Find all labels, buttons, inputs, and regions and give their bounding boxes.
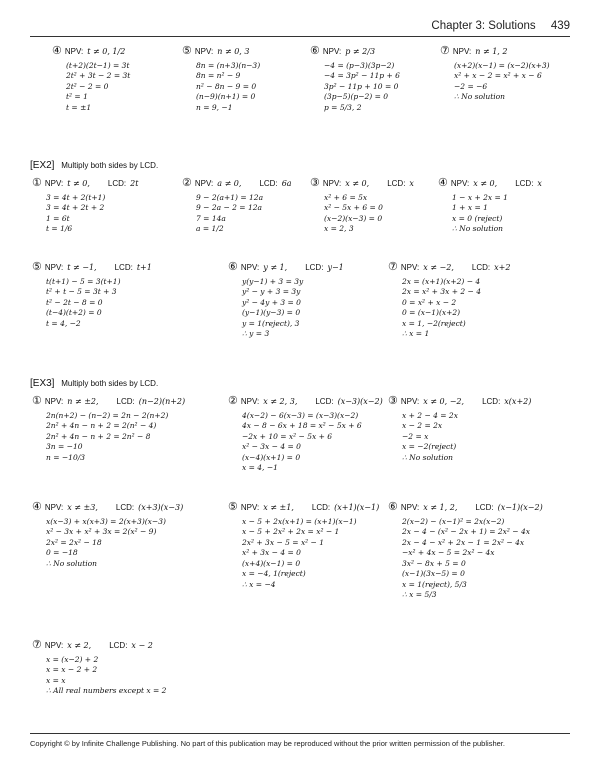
npv-label: NPV: [44, 397, 64, 406]
solution-step: 2x − 4 − x² + 2x − 1 = 2x² − 4x [402, 537, 525, 547]
solution-step: 2x² = 2x² − 18 [46, 537, 102, 547]
solution-step: x = 1(reject), 5/3 [402, 579, 467, 589]
solution-step: 0 = x² + x − 2 [402, 297, 457, 307]
ex2-problem-1 [32, 178, 138, 235]
solution-step: y(y−1) + 3 = 3y [242, 276, 304, 286]
npv-label: NPV: [400, 503, 420, 512]
solution-steps [228, 411, 383, 474]
solution-step: 1 + x = 1 [452, 203, 488, 212]
problem-header [310, 46, 400, 58]
section-ex3-title [30, 378, 158, 389]
solution-step: ∴ No solution [454, 92, 505, 101]
solution-step: x − 2 = 2x [402, 421, 443, 430]
problem-header [388, 262, 510, 274]
npv-condition: p ≠ 2/3 [345, 47, 376, 56]
solution-step: ∴ No solution [46, 558, 97, 568]
solution-step: x = 4, −1 [242, 463, 278, 472]
solution-step: −2 = x [402, 431, 429, 441]
solution-steps [388, 411, 531, 464]
npv-label: NPV: [64, 47, 84, 56]
solution-step: n = −10/3 [46, 452, 86, 462]
solution-steps [32, 193, 138, 235]
solution-step: (t−4)(t+2) = 0 [46, 308, 102, 317]
lcd-value: (x+3)(x−3) [138, 503, 184, 512]
solution-step: 3n = −10 [46, 442, 83, 451]
solution-step: 8n = (n+3)(n−3) [196, 60, 261, 70]
solution-step: p = 5/3, 2 [324, 102, 362, 112]
problem-number: ④ [438, 177, 448, 189]
solution-step: n² − 8n − 9 = 0 [196, 81, 257, 91]
lcd-value: x+2 [494, 263, 511, 272]
problem-number: ④ [32, 501, 42, 513]
problem-number: ④ [52, 45, 62, 57]
problem-number: ⑥ [310, 45, 320, 57]
solution-step: 3x² − 8x + 5 = 0 [402, 558, 466, 568]
problem-header [32, 396, 185, 408]
solution-step: 2n² + 4n − n + 2 = 2n² − 8 [46, 431, 151, 441]
solution-step: 2(x−2) − (x−1)² = 2x(x−2) [402, 516, 505, 526]
npv-label: NPV: [322, 47, 342, 56]
page-header [431, 20, 570, 32]
solution-step: t = 4, −2 [46, 318, 81, 328]
problem-number: ② [182, 177, 192, 189]
solution-step: 0 = −18 [46, 548, 78, 557]
solution-steps [228, 517, 379, 591]
solution-steps [32, 517, 183, 570]
ex3-problem-3 [388, 396, 531, 463]
solution-steps [388, 517, 543, 601]
solution-step: 3 = 4t + 2t + 2 [46, 203, 105, 212]
solution-step: 2n(n+2) − (n−2) = 2n − 2(n+2) [46, 410, 169, 420]
problem-header [32, 262, 152, 274]
lcd-label: LCD: [259, 179, 278, 188]
npv-label: NPV: [240, 263, 260, 272]
solution-step: y = 1(reject), 3 [242, 318, 300, 328]
solution-step: 8n = n² − 9 [196, 71, 241, 80]
solution-step: t² = 1 [66, 92, 88, 101]
solution-step: 0 = (x−1)(x+2) [402, 308, 461, 317]
solution-step: 1 − x + 2x = 1 [452, 192, 508, 202]
solution-step: (x−1)(3x−5) = 0 [402, 569, 465, 578]
solution-step: 9 − 2a − 2 = 12a [196, 203, 262, 212]
npv-condition: t ≠ −1, [67, 263, 97, 272]
solution-steps [440, 61, 550, 103]
problem-header [182, 46, 260, 58]
lcd-label: LCD: [109, 641, 128, 650]
npv-condition: y ≠ 1, [263, 263, 288, 272]
npv-label: NPV: [44, 503, 64, 512]
npv-condition: x ≠ 1, 2, [423, 503, 458, 512]
solution-step: ∴ y = 3 [242, 329, 270, 338]
solution-steps [388, 277, 510, 340]
solution-step: t = 1/6 [46, 224, 73, 233]
solution-step: (x−4)(x+1) = 0 [242, 452, 301, 462]
section-ex2-instruction: Multiply both sides by LCD. [61, 161, 159, 170]
lcd-label: LCD: [114, 263, 133, 272]
solution-step: x² + 6 = 5x [324, 192, 368, 202]
problem-number: ① [32, 177, 42, 189]
ex1-problem-1 [52, 46, 130, 113]
lcd-value: x [537, 179, 542, 188]
npv-condition: n ≠ ±2, [67, 397, 99, 406]
npv-condition: x ≠ 2, [67, 641, 92, 650]
problem-number: ② [228, 395, 238, 407]
lcd-label: LCD: [471, 263, 491, 272]
ex2-problem-4 [438, 178, 542, 235]
ex2-problem-2 [182, 178, 292, 235]
lcd-label: LCD: [115, 503, 135, 512]
solution-step: 4x − 8 − 6x + 18 = x² − 5x + 6 [242, 421, 362, 430]
lcd-value: (x+1)(x−1) [334, 503, 380, 512]
solution-step: (y−1)(y−3) = 0 [242, 308, 301, 317]
solution-step: t² + t − 5 = 3t + 3 [46, 287, 117, 296]
lcd-label: LCD: [311, 503, 331, 512]
solution-step: 2x² + 3x − 5 = x² − 1 [242, 537, 324, 547]
page-number: 439 [550, 20, 570, 32]
solution-step: −4 = 3p² − 11p + 6 [324, 71, 400, 80]
solution-step: (x+2)(x−1) = (x−2)(x+3) [454, 60, 550, 70]
problem-header [388, 396, 531, 408]
lcd-value: (n−2)(n+2) [138, 397, 186, 406]
solution-step: x = −2(reject) [402, 442, 457, 451]
solution-steps [228, 277, 344, 340]
header-rule [30, 36, 570, 37]
solution-step: y² − y + 3 = 3y [242, 287, 301, 296]
ex2-problem-5 [32, 262, 152, 329]
solution-step: 7 = 14a [196, 213, 226, 223]
problem-number: ⑥ [388, 501, 398, 513]
solution-step: t² − 2t − 8 = 0 [46, 297, 103, 307]
npv-label: NPV: [44, 263, 64, 272]
solution-steps [32, 655, 166, 697]
solution-step: x − 5 + 2x(x+1) = (x+1)(x−1) [242, 516, 357, 526]
lcd-value: 6a [281, 179, 292, 188]
solution-steps [310, 193, 414, 235]
npv-label: NPV: [194, 47, 214, 56]
solution-step: x − 5 + 2x² + 2x = x² − 1 [242, 527, 340, 536]
npv-label: NPV: [322, 179, 342, 188]
problem-number: ⑥ [228, 261, 238, 273]
problem-number: ⑤ [32, 261, 42, 273]
npv-label: NPV: [44, 179, 64, 188]
ex3-problem-6 [388, 502, 543, 601]
solution-step: 2n² + 4n − n + 2 = 2(n² − 4) [46, 421, 157, 430]
solution-step: x = 0 (reject) [452, 213, 503, 223]
solution-step: t = ±1 [66, 102, 92, 112]
lcd-label: LCD: [387, 179, 406, 188]
npv-label: NPV: [452, 47, 472, 56]
ex1-problem-4 [440, 46, 550, 103]
ex3-problem-5 [228, 502, 379, 590]
solution-step: x = −4, 1(reject) [242, 569, 306, 578]
lcd-label: LCD: [305, 263, 324, 272]
lcd-label: LCD: [107, 179, 127, 188]
ex3-problem-7 [32, 640, 166, 697]
lcd-label: LCD: [482, 397, 501, 406]
solution-step: t(t+1) − 5 = 3(t+1) [46, 276, 121, 286]
problem-header [440, 46, 550, 58]
solution-step: 2t² − 2 = 0 [66, 81, 109, 91]
solution-step: 2t² + 3t − 2 = 3t [66, 71, 131, 80]
problem-header [388, 502, 543, 514]
solution-step: (t+2)(2t−1) = 3t [66, 60, 130, 70]
npv-condition: x ≠ 2, 3, [263, 397, 298, 406]
solution-step: ∴ No solution [402, 452, 453, 462]
solution-step: x(x−3) + x(x+3) = 2(x+3)(x−3) [46, 516, 166, 526]
ex3-problem-1 [32, 396, 185, 463]
solution-step: (3p−5)(p−2) = 0 [324, 92, 389, 101]
lcd-value: 2t [130, 179, 139, 188]
npv-condition: x ≠ 0, [345, 179, 370, 188]
solution-step: 4(x−2) − 6(x−3) = (x−3)(x−2) [242, 410, 359, 420]
lcd-value: (x−1)(x−2) [497, 503, 543, 512]
ex2-problem-7 [388, 262, 510, 340]
problem-header [228, 396, 383, 408]
solution-step: x + 2 − 4 = 2x [402, 410, 458, 420]
solution-step: 3 = 4t + 2(t+1) [46, 192, 106, 202]
solution-step: x² − 5x + 6 = 0 [324, 203, 383, 212]
section-ex3-instruction: Multiply both sides by LCD. [61, 379, 159, 388]
solution-step: 9 − 2(a+1) = 12a [196, 192, 264, 202]
npv-condition: x ≠ ±1, [263, 503, 294, 512]
solution-step: y² − 4y + 3 = 0 [242, 297, 301, 307]
npv-condition: x ≠ 0, −2, [423, 397, 465, 406]
lcd-value: y−1 [327, 263, 344, 272]
solution-step: 1 = 6t [46, 213, 70, 223]
npv-condition: t ≠ 0, 1/2 [87, 47, 126, 56]
solution-step: x = x [46, 675, 66, 685]
solution-step: x² − 3x + x² + 3x = 2(x² − 9) [46, 527, 157, 536]
lcd-label: LCD: [515, 179, 534, 188]
section-ex3-label: [EX3] [30, 378, 55, 389]
lcd-label: LCD: [315, 397, 334, 406]
solution-step: x² + x − 2 = x² + x − 6 [454, 71, 542, 80]
problem-number: ⑦ [32, 639, 42, 651]
solution-step: ∴ x = −4 [242, 579, 276, 589]
footer-rule [30, 733, 570, 734]
problem-number: ⑦ [440, 45, 450, 57]
lcd-value: x [409, 179, 414, 188]
ex2-problem-6 [228, 262, 344, 340]
npv-label: NPV: [44, 641, 64, 650]
problem-number: ③ [388, 395, 398, 407]
solution-step: 3p² − 11p + 10 = 0 [324, 81, 399, 91]
solution-steps [32, 411, 185, 464]
solution-step: 2x = x² + 3x + 2 − 4 [402, 287, 481, 296]
lcd-value: t+1 [136, 263, 152, 272]
solution-step: a = 1/2 [196, 224, 224, 233]
npv-label: NPV: [194, 179, 214, 188]
npv-condition: x ≠ 0, [473, 179, 498, 188]
solution-step: x² + 3x − 4 = 0 [242, 548, 301, 557]
solution-step: x = (x−2) + 2 [46, 654, 99, 664]
npv-condition: t ≠ 0, [67, 179, 90, 188]
problem-number: ⑦ [388, 261, 398, 273]
solution-step: −x² + 4x − 5 = 2x² − 4x [402, 548, 495, 557]
solution-step: (x−2)(x−3) = 0 [324, 213, 383, 223]
solution-steps [438, 193, 542, 235]
section-ex2-title [30, 160, 158, 171]
solution-step: (x+4)(x−1) = 0 [242, 558, 301, 568]
problem-header [438, 178, 542, 190]
solution-step: ∴ All real numbers except x = 2 [46, 686, 167, 695]
lcd-value: x(x+2) [504, 397, 532, 406]
problem-number: ③ [310, 177, 320, 189]
solution-step: 2x − 4 − (x² − 2x + 1) = 2x² − 4x [402, 527, 530, 536]
problem-header [32, 178, 138, 190]
solution-steps [182, 61, 260, 114]
npv-condition: n ≠ 1, 2 [475, 47, 508, 56]
npv-label: NPV: [400, 263, 420, 272]
section-ex2-label: [EX2] [30, 160, 55, 171]
solution-steps [32, 277, 152, 330]
problem-header [32, 640, 166, 652]
ex1-problem-2 [182, 46, 260, 113]
solution-step: x² − 3x − 4 = 0 [242, 442, 301, 451]
npv-label: NPV: [450, 179, 470, 188]
npv-condition: x ≠ −2, [423, 263, 454, 272]
solution-step: −2x + 10 = x² − 5x + 6 [242, 431, 333, 441]
solution-steps [182, 193, 292, 235]
problem-header [182, 178, 292, 190]
solution-step: x = 1, −2(reject) [402, 318, 466, 328]
solution-step: x = 2, 3 [324, 224, 354, 233]
solution-step: ∴ x = 5/3 [402, 590, 437, 599]
lcd-value: x − 2 [131, 641, 153, 650]
problem-header [310, 178, 414, 190]
lcd-label: LCD: [475, 503, 494, 512]
npv-condition: a ≠ 0, [217, 179, 242, 188]
lcd-value: (x−3)(x−2) [337, 397, 383, 406]
problem-number: ⑤ [228, 501, 238, 513]
problem-header [228, 262, 344, 274]
problem-header [32, 502, 183, 514]
solution-step: ∴ No solution [452, 224, 503, 233]
solution-step: x = x − 2 + 2 [46, 665, 98, 674]
problem-header [228, 502, 379, 514]
solution-steps [310, 61, 400, 114]
copyright-footer: Copyright © by Infinite Challenge Publishing. No part of this publication may be reproduced without the prior written permission of the publisher. [30, 739, 505, 748]
solution-step: −4 = (p−3)(3p−2) [324, 60, 395, 70]
ex2-problem-3 [310, 178, 414, 235]
solution-step: n = 9, −1 [196, 102, 233, 112]
solution-step: ∴ x = 1 [402, 329, 430, 338]
npv-condition: n ≠ 0, 3 [217, 47, 250, 56]
problem-number: ① [32, 395, 42, 407]
npv-label: NPV: [240, 397, 260, 406]
ex3-problem-2 [228, 396, 383, 474]
npv-label: NPV: [400, 397, 420, 406]
problem-header [52, 46, 130, 58]
ex1-problem-3 [310, 46, 400, 113]
ex3-problem-4 [32, 502, 183, 569]
npv-label: NPV: [240, 503, 260, 512]
solution-step: 2x = (x+1)(x+2) − 4 [402, 276, 481, 286]
chapter-title: Chapter 3: Solutions [431, 20, 536, 32]
solution-step: −2 = −6 [454, 81, 488, 91]
solution-step: (n−9)(n+1) = 0 [196, 92, 256, 101]
solution-steps [52, 61, 130, 114]
lcd-label: LCD: [116, 397, 135, 406]
problem-number: ⑤ [182, 45, 192, 57]
npv-condition: x ≠ ±3, [67, 503, 98, 512]
